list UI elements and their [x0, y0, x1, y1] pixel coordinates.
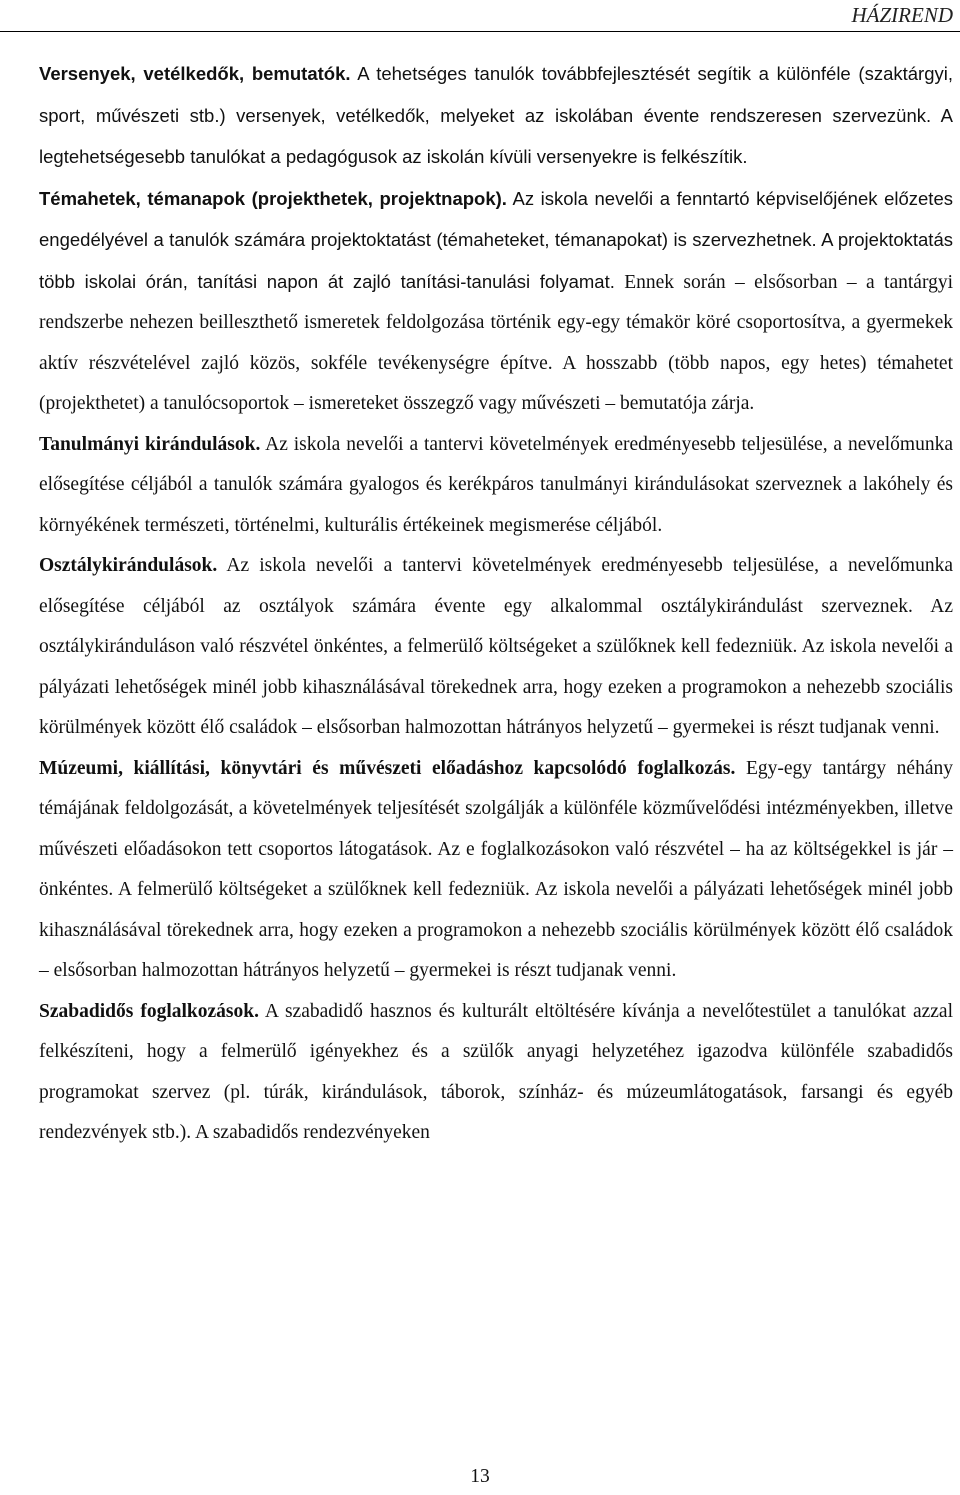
paragraph-muzeumi-foglalkozas: [39, 749, 953, 992]
page-number: 13: [470, 1466, 490, 1487]
paragraph-osztalykirandulasok: [39, 546, 953, 749]
section-heading: Szabadidős foglalkozások.: [39, 1000, 259, 1022]
section-text: A szabadidő hasznos és kulturált eltöltésére kívánja a nevelőtestület a tanulókat azzal felkészíteni, hogy a felmerülő igényekhez és a szülők anyagi helyzetéhez igazodva különféle szabadidős programokat szervez (pl. túrák, kirándulások, táborok, színház- és múzeumlátogatások, farsangi és egyéb rendezvények stb.). A szabadidős rendezvényeken: [39, 1000, 953, 1143]
section-text: A tehetséges tanulók továbbfejlesztését segítik a különféle (szaktárgyi, sport, művészeti stb.) versenyek, vetélkedők, melyeket az iskolában évente rendszeresen szervezünk. A legtehetségesebb tanulókat a pedagógusok az iskolán kívüli versenyekre is felkészítik.: [39, 63, 953, 167]
header-title: HÁZIREND: [851, 3, 953, 27]
paragraph-versenyek: [39, 54, 953, 179]
section-text: Az iskola nevelői a fenntartó képviselőjének előzetes engedélyével a tanulók számára projektoktatást (témaheteket, témanapokat) is szervezhetnek. A projektoktatás több iskolai órán, tanítási napon át zajló tanítási-tanulási folyamat.: [39, 187, 953, 292]
section-heading: Versenyek, vetélkedők, bemutatók.: [39, 63, 351, 84]
section-text-continued: Ennek során – elsősorban – a tantárgyi rendszerbe nehezen beilleszthető ismeretek feldolgozása történik egy-egy témakör köré csoportosítva, a gyermekek aktív részvételével zajló közös, sokféle tevékenységre építve. A hosszabb (több napos, egy hetes) témahetet (projekthetet) a tanulócsoportok – ismereteket összegző vagy művészeti – bemutatója zárja.: [39, 271, 954, 414]
paragraph-tanulmanyi-kirandulasok: [39, 425, 953, 547]
section-text: Az iskola nevelői a tantervi követelmények eredményesebb teljesülése, a nevelőmunka elősegítése céljából az osztályok számára évente egy alkalommal osztálykirándulást szerveznek. Az osztálykiránduláson való részvétel önkéntes, a felmerülő költségeket a szülőknek kell fedezniük. Az iskola nevelői a pályázati lehetőségek minél jobb kihasználásával törekednek arra, hogy ezeken a programokon a nehezebb szociális körülmények között élő családok – elsősorban halmozottan hátrányos helyzetű – gyermekei is részt tudjanak venni.: [39, 555, 953, 738]
section-text: Az iskola nevelői a tantervi követelmények eredményesebb teljesülése, a nevelőmunka elősegítése céljából a tanulók számára gyalogos és kerékpáros tanulmányi kirándulásokat szerveznek a lakóhely és környékének természeti, történelmi, kulturális értékeinek megismerése céljából.: [39, 433, 953, 536]
section-heading: Múzeumi, kiállítási, könyvtári és művészeti előadáshoz kapcsolódó foglalkozás.: [39, 757, 736, 779]
section-heading: Osztálykirándulások.: [39, 555, 218, 576]
section-heading: Tanulmányi kirándulások.: [39, 433, 261, 455]
paragraph-szabadidos-foglalkozasok: [39, 992, 953, 1154]
paragraph-temahetek: [39, 179, 953, 425]
section-heading: Témahetek, témanapok (projekthetek, projektnapok).: [39, 187, 507, 209]
section-text: Egy-egy tantárgy néhány témájának feldolgozását, a követelmények teljesítését szolgálják a különféle közművelődési intézményekben, illetve művészeti előadásokon tett csoportos látogatások. Az e foglalkozásokon való részvétel – ha az költségekkel is jár – önkéntes. A felmerülő költségeket a szülőknek kell fedezniük. Az iskola nevelői a pályázati lehetőségek minél jobb kihasználásával törekednek arra, hogy ezeken a programokon a nehezebb szociális körülmények között élő családok – elsősorban halmozottan hátrányos helyzetű – gyermekei is részt tudjanak venni.: [39, 757, 953, 981]
running-header: [0, 0, 960, 32]
